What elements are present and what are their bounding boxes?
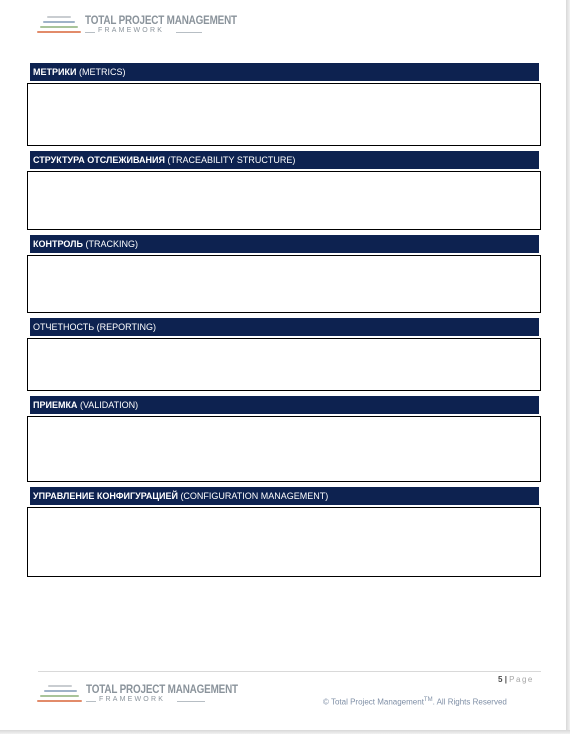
page-word: Page: [509, 675, 534, 684]
section-title-ru: КОНТРОЛЬ: [33, 239, 83, 249]
section-title-en: (REPORTING): [96, 322, 156, 332]
section-header-reporting: [30, 318, 539, 336]
section-title-en: (METRICS): [78, 67, 126, 77]
logo-bars-icon: [37, 14, 85, 36]
section-header-configuration: [30, 487, 539, 505]
header-logo: [37, 14, 237, 38]
section-title-en: (VALIDATION): [79, 400, 139, 410]
section-title-ru: УПРАВЛЕНИЕ КОНФИГУРАЦИЕЙ: [33, 491, 178, 501]
trademark-mark: TM: [423, 697, 433, 703]
section-header-validation: [30, 396, 539, 414]
footer-divider: [38, 671, 541, 672]
section-header-metrics: [30, 63, 539, 81]
footer-logo: [37, 683, 238, 707]
section-title-ru: ОТЧЕТНОСТЬ: [33, 322, 95, 332]
page-number-value: 5: [498, 675, 503, 684]
logo-bars-icon: [37, 683, 85, 705]
section-box-reporting[interactable]: [27, 338, 541, 391]
page-number: [498, 675, 534, 684]
copyright-notice: [323, 697, 507, 707]
section-title-ru: ПРИЕМКА: [33, 400, 78, 410]
section-box-metrics[interactable]: [27, 83, 541, 146]
logo-title: TOTAL PROJECT MANAGEMENT: [85, 15, 237, 27]
page-shadow-right: [566, 0, 570, 734]
section-title-ru: МЕТРИКИ: [33, 67, 77, 77]
section-box-traceability[interactable]: [27, 171, 541, 230]
section-header-tracking: [30, 235, 539, 253]
logo-subtitle: FRAMEWORK: [99, 696, 166, 703]
copyright-suffix: . All Rights Reserved: [432, 697, 507, 707]
section-title-en: (CONFIGURATION MANAGEMENT): [180, 491, 329, 501]
logo-title: TOTAL PROJECT MANAGEMENT: [86, 684, 238, 696]
page-number-separator: |: [504, 675, 507, 684]
section-title-ru: СТРУКТУРА ОТСЛЕЖИВАНИЯ: [33, 155, 165, 165]
section-box-configuration[interactable]: [27, 507, 541, 577]
section-box-tracking[interactable]: [27, 255, 541, 313]
section-header-traceability: [30, 151, 539, 169]
section-title-en: (TRACEABILITY STRUCTURE): [167, 155, 296, 165]
page-shadow-bottom: [0, 730, 570, 734]
section-title-en: (TRACKING): [85, 239, 138, 249]
copyright-prefix: © Total Project Management: [323, 697, 424, 707]
section-box-validation[interactable]: [27, 416, 541, 482]
logo-subtitle: FRAMEWORK: [98, 27, 165, 34]
